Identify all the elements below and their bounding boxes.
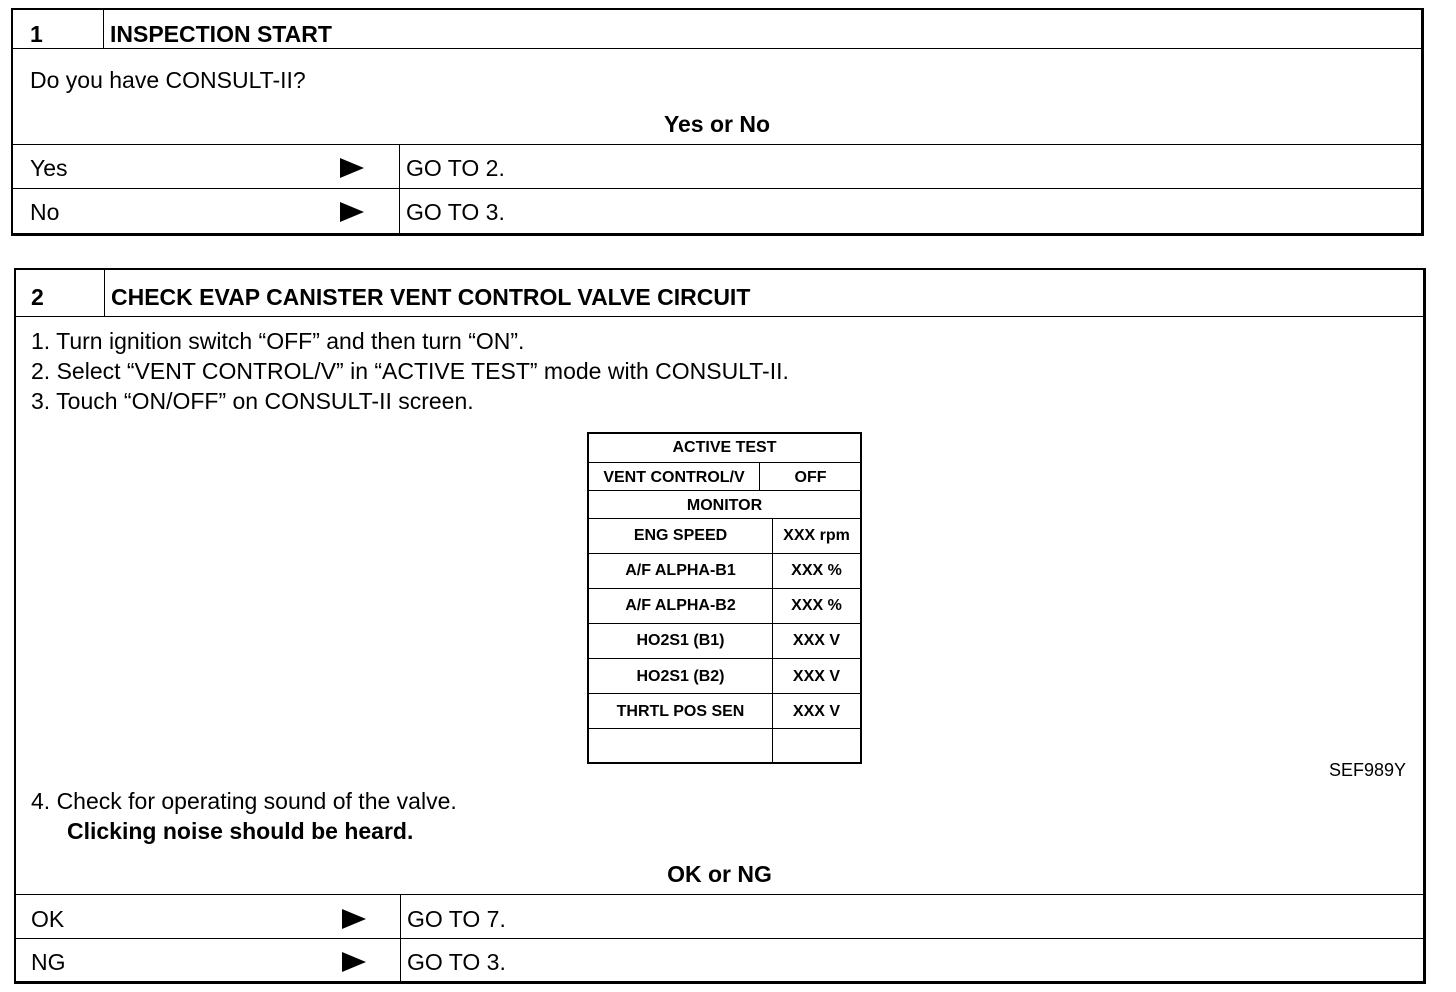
monitor-row-name: A/F ALPHA-B2 <box>625 597 736 614</box>
monitor-row-name: HO2S1 (B2) <box>636 668 725 685</box>
step-1-title: INSPECTION START <box>110 21 332 47</box>
outcome-ng-label: NG <box>31 949 66 975</box>
step-2-title: CHECK EVAP CANISTER VENT CONTROL VALVE CIRCUIT <box>111 284 751 310</box>
test-item-value[interactable]: OFF <box>794 469 827 486</box>
step-1-header-rule <box>13 48 1421 49</box>
monitor-row-value: XXX % <box>791 597 842 614</box>
monitor-row-name: ENG SPEED <box>633 527 728 544</box>
outcome-ok-action[interactable]: GO TO 7. <box>407 906 506 932</box>
step-2-header-rule <box>16 316 1423 317</box>
step-2-number-divider <box>104 270 105 316</box>
instruction-3: 3. Touch “ON/OFF” on CONSULT-II screen. <box>31 388 474 414</box>
outcome-divider <box>400 894 401 984</box>
step-2-number: 2 <box>31 284 44 310</box>
step-1-box <box>11 8 1424 236</box>
outcome-yes-action[interactable]: GO TO 2. <box>406 155 505 181</box>
step-2-decision: OK or NG <box>667 861 772 887</box>
test-item-name: VENT CONTROL/V <box>603 469 745 486</box>
monitor-row-value: XXX rpm <box>783 527 850 544</box>
monitor-header: MONITOR <box>686 497 763 514</box>
instruction-2: 2. Select “VENT CONTROL/V” in “ACTIVE TEST” mode with CONSULT-II. <box>31 358 789 384</box>
figure-code: SEF989Y <box>1329 760 1407 780</box>
arrow-right-icon <box>340 202 364 222</box>
instruction-4: 4. Check for operating sound of the valve. <box>31 788 457 814</box>
consult-active-test-screen <box>587 432 862 764</box>
monitor-row-value: XXX V <box>792 668 841 685</box>
instruction-1: 1. Turn ignition switch “OFF” and then turn “ON”. <box>31 328 525 354</box>
arrow-right-icon <box>340 158 364 178</box>
outcome-no-label: No <box>30 199 60 225</box>
outcome-no-action[interactable]: GO TO 3. <box>406 199 505 225</box>
arrow-right-icon <box>342 952 366 972</box>
monitor-row-name: HO2S1 (B1) <box>636 632 725 649</box>
outcome-yes-label: Yes <box>30 155 68 181</box>
monitor-row-name: THRTL POS SEN <box>616 703 745 720</box>
outcome-divider <box>399 144 400 235</box>
monitor-row-value: XXX V <box>792 703 841 720</box>
outcome-ng-action[interactable]: GO TO 3. <box>407 949 506 975</box>
monitor-row-value: XXX % <box>791 562 842 579</box>
step-1-question: Do you have CONSULT-II? <box>30 67 306 93</box>
step-1-number: 1 <box>30 21 43 47</box>
arrow-right-icon <box>342 909 366 929</box>
step-1-decision: Yes or No <box>663 111 771 137</box>
monitor-row-name: A/F ALPHA-B1 <box>625 562 736 579</box>
outcome-ok-label: OK <box>31 906 65 932</box>
step-1-number-divider <box>103 10 104 48</box>
screen-header: ACTIVE TEST <box>672 439 777 456</box>
monitor-row-value: XXX V <box>792 632 841 649</box>
instruction-4-note: Clicking noise should be heard. <box>67 818 414 844</box>
